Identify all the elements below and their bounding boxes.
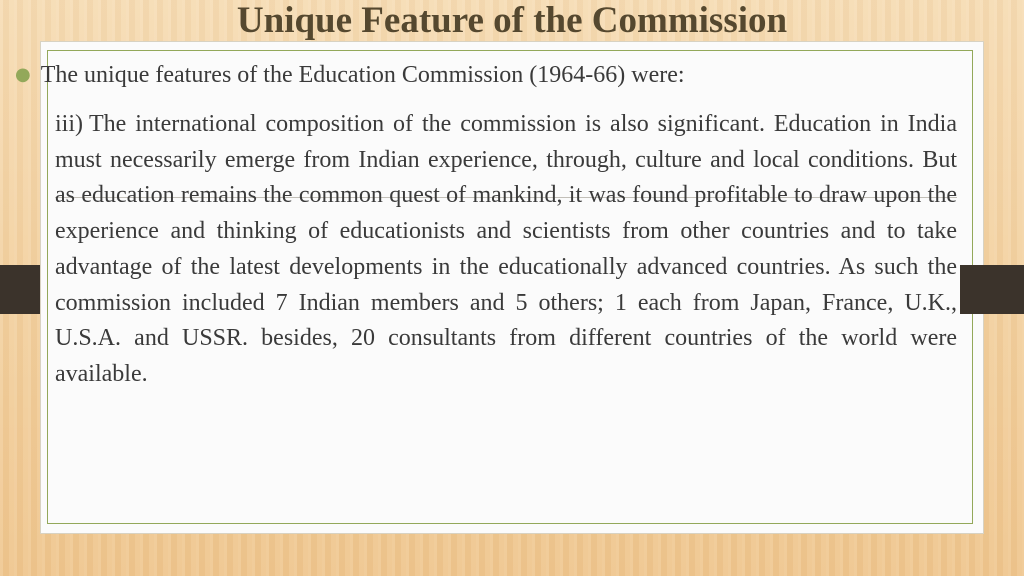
body-paragraph [55, 107, 957, 393]
paragraph-marker: iii) [55, 111, 83, 137]
right-side-bar [960, 265, 1024, 314]
paragraph-text: The international composition of the commission is also significant. Education in India must necessarily emerge from Indian experience, through, culture and local conditions. But as education remains the common quest of mankind, it was found profitable to draw upon the experience and thinking of educationists and scientists from other countries and to take advantage of the latest developments in the educationally advanced countries. As such the commission included 7 Indian members and 5 others; 1 each from Japan, France, U.K., U.S.A. and USSR. besides, 20 consultants from different countries of the world were available. [55, 111, 957, 387]
bullet-text: The unique features of the Education Commission (1964-66) were: [40, 62, 685, 88]
bullet-dot-icon: ● [15, 64, 31, 85]
slide-title: Unique Feature of the Commission [236, 0, 788, 41]
bullet-item [15, 60, 685, 90]
left-side-bar [0, 265, 40, 314]
